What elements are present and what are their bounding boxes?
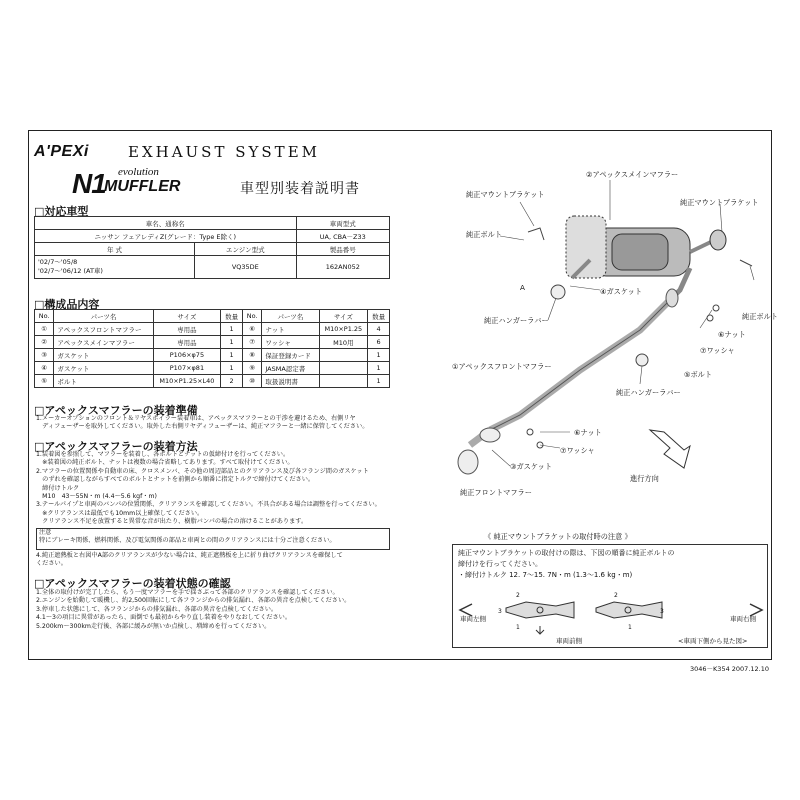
table-row: [35, 349, 390, 362]
vehicle-name: ニッサン フェアレディZ(グレード：Type E除く): [35, 230, 297, 243]
label-washer-7b: ⑦ワッシャ: [560, 446, 595, 455]
parts-cell-no2: ⑦: [242, 336, 261, 349]
table-row: [35, 323, 390, 336]
parts-cell-qty: 1: [221, 362, 243, 375]
label-nut-6a: ⑥ナット: [718, 330, 746, 339]
label-bolt-5: ⑤ボルト: [684, 370, 713, 379]
parts-cell-name2: 保証登録カード: [262, 349, 319, 362]
label-hanger-2: 純正ハンガーラバー: [616, 388, 681, 397]
label-gasket-3: ③ガスケット: [510, 462, 553, 471]
apexi-logo: A'PEXi: [34, 143, 89, 160]
parts-cell-no: ④: [35, 362, 54, 375]
method-text: 1.装着図を参照して、マフラーを装着し、各ボルトとナットの仮締付けを行ってください。 ※装着図の純正ボルト、ナットは複数の場合省略してあります。すべて取付けてください。 2.マフラーの位置関係や自動車の床、クロスメンバ、その他の周辺部品とのクリアランス及び各フランジ間のガスケット のずれを確認しながらすべてのボルトとナットを前側から順番に指定トルクで締付けてください。 締付けトルク M10 43～55N・m (4.4～5.6 kgf・m) 3.テールパイプと車両のバンパの位置関係、クリアランスを確認してください。不具合がある場合は調整を行ってください。 ※クリアランスは最低でも10mm以上確保してください。 クリアランス不足を放置すると異常な音が出たり、樹脂バンパの場合の溶けることがあります。: [36, 451, 381, 526]
label-gasket-4: ④ガスケット: [600, 287, 643, 296]
label-main-muffler: ②アペックスメインマフラー: [586, 170, 679, 179]
mount-num-2a: 2: [516, 592, 520, 599]
mount-front-label: 車両前側: [556, 637, 582, 645]
check-heading: □アペックスマフラーの装着状態の確認: [34, 577, 231, 590]
parts-cell-size2: M10×P1.25: [319, 323, 368, 336]
vehicle-name-header: 車名、通称名: [35, 217, 297, 230]
table-row: [35, 336, 390, 349]
method-heading: □アペックスマフラーの装着方法: [34, 440, 198, 453]
part-number-header: 製品番号: [296, 243, 389, 256]
vehicle-type-header: 車両型式: [296, 217, 389, 230]
muffler-logo: MUFFLER: [104, 178, 181, 195]
vehicle-heading: □対応車型: [34, 205, 89, 218]
label-a: A: [520, 283, 525, 292]
caution-box: 注意 特にブレーキ関係、燃料関係、及び電気関係の部品と車両との間のクリアランスには十分ご注意ください。: [36, 528, 390, 550]
parts-cell-name2: JASMA認定書: [262, 362, 319, 375]
parts-cell-no: ⑤: [35, 375, 54, 388]
part-number: 162AN052: [296, 256, 389, 279]
parts-cell-size: P107×φ81: [153, 362, 221, 375]
mount-num-3a: 3: [498, 608, 502, 615]
parts-cell-qty2: 1: [368, 375, 390, 388]
parts-cell-name: ガスケット: [54, 362, 153, 375]
parts-cell-no2: ⑨: [242, 362, 261, 375]
parts-cell-no: ②: [35, 336, 54, 349]
parts-cell-no2: ⑩: [242, 375, 261, 388]
parts-cell-qty: 2: [221, 375, 243, 388]
parts-cell-name2: 取扱説明書: [262, 375, 319, 388]
parts-cell-size: P106×φ75: [153, 349, 221, 362]
parts-cell-name: アペックスフロントマフラー: [54, 323, 153, 336]
parts-cell-size2: [319, 362, 368, 375]
parts-cell-qty2: 6: [368, 336, 390, 349]
mount-num-1a: 1: [516, 624, 520, 631]
parts-cell-size: M10×P1.25×L40: [153, 375, 221, 388]
mount-right-label: 車両右側: [730, 615, 756, 623]
table-row: [35, 375, 390, 388]
parts-cell-size2: [319, 349, 368, 362]
direction-arrow-icon: [650, 430, 690, 468]
engine-header: エンジン型式: [194, 243, 296, 256]
parts-table: No. パーツ名 サイズ 数量 No. パーツ名 サイズ 数量 ① アペックスフロントマフラー 専用品 1 ⑥ ナット M10×P1.25 4 ② アペックスメインマフラー 専用品 1 ⑦ ワッシャ M10用 6 ③ ガスケット P106×φ75 1 ⑧ 保証登録カード 1 ④ ガスケット P107×φ81 1 ⑨ JASMA認定書 1 ⑤ ボルト M10×P1.25×L40 2 ⑩ 取扱説明書 1: [34, 309, 390, 388]
label-bracket-left: 純正マウントブラケット: [466, 190, 545, 199]
evolution-logo: evolution: [118, 166, 159, 178]
parts-cell-name: ボルト: [54, 375, 153, 388]
parts-cell-size: 専用品: [153, 336, 221, 349]
mount-num-2b: 2: [614, 592, 618, 599]
label-bolt-left: 純正ボルト: [466, 230, 502, 239]
parts-cell-qty2: 1: [368, 362, 390, 375]
parts-cell-size2: M10用: [319, 336, 368, 349]
parts-cell-no: ③: [35, 349, 54, 362]
parts-cell-no: ①: [35, 323, 54, 336]
label-oem-front-muffler: 純正フロントマフラー: [460, 488, 532, 497]
vehicle-years: '02/7～'05/8 '02/7～'06/12 (AT車): [35, 256, 195, 279]
document-code: 3046－K354 2007.12.10: [690, 665, 769, 673]
parts-heading: □構成品内容: [34, 298, 100, 311]
mount-num-1b: 1: [628, 624, 632, 631]
label-nut-6b: ⑥ナット: [574, 428, 602, 437]
label-direction: 進行方向: [630, 474, 659, 483]
parts-cell-name: ガスケット: [54, 349, 153, 362]
parts-cell-qty: 1: [221, 336, 243, 349]
table-row: [35, 362, 390, 375]
n1-logo: N1: [72, 168, 106, 199]
parts-cell-qty: 1: [221, 349, 243, 362]
parts-cell-no2: ⑥: [242, 323, 261, 336]
parts-cell-qty2: 1: [368, 349, 390, 362]
parts-cell-size: 専用品: [153, 323, 221, 336]
document-title: 車型別装着説明書: [240, 181, 360, 197]
parts-cell-no2: ⑧: [242, 349, 261, 362]
engine-model: VQ35DE: [194, 256, 296, 279]
parts-cell-name2: ナット: [262, 323, 319, 336]
parts-cell-qty: 1: [221, 323, 243, 336]
mount-view-label: <車両下側から見た図>: [678, 637, 748, 645]
label-bracket-right-text: 純正マウントブラケット: [680, 198, 759, 207]
vehicle-type: UA, CBA－Z33: [296, 230, 389, 243]
label-front-muffler: ①アペックスフロントマフラー: [452, 362, 552, 371]
year-header: 年 式: [35, 243, 195, 256]
mount-left-label: 車両左側: [460, 615, 486, 623]
vehicle-table: [34, 216, 390, 279]
label-hanger-1: 純正ハンガーラバー: [484, 316, 549, 325]
parts-cell-qty2: 4: [368, 323, 390, 336]
mount-note-title: 《 純正マウントブラケットの取付時の注意 》: [484, 532, 632, 541]
mount-num-3b: 3: [660, 608, 664, 615]
main-muffler-drawing: [566, 216, 726, 300]
clearance-note: 4.純正遮熱板と右図中A部のクリアランスが少ない場合は、純正遮熱板を上に折り曲げクリアランスを確保して ください。: [36, 552, 343, 568]
label-washer-7a: ⑦ワッシャ: [700, 346, 735, 355]
parts-cell-size2: [319, 375, 368, 388]
exhaust-system-title: EXHAUST SYSTEM: [128, 143, 320, 161]
label-bolt-right: 純正ボルト: [742, 312, 778, 321]
mount-note-text: 純正マウントブラケットの取付けの際は、下図の順番に純正ボルトの 締付けを行ってください。 ・締付けトルク 12. 7～15. 7N・m (1.3～1.6 kg・m): [458, 549, 675, 579]
prep-heading: □アペックスマフラーの装着準備: [34, 404, 198, 417]
parts-cell-name2: ワッシャ: [262, 336, 319, 349]
prep-text: 1.メーカーオプションのフロント＆リヤスポイラー装着車は、アペックスマフラーとの干渉を避けるため、右側リヤ ディフューザーを取外してください。取外した右側リヤディフューザーは、純正マフラーと一緒に保管してください。: [36, 415, 369, 431]
parts-cell-name: アペックスメインマフラー: [54, 336, 153, 349]
check-text: 1.全体の取付けが完了したら、もう一度マフラーを手で揺さぶって各部のクリアランスを確認してください。 2.エンジンを始動して暖機し、約2,500回転にして各フランジからの排気漏れ、各部の異音を点検してください。 3.停車した状態にして、各フランジからの排気漏れ、各部の異音を点検してください。 4.1～3の項目に異常があったら、面倒でも最初からやり直し装着をやりなおしてください。 5.200km～300km走行後、各部に緩みが無いか点検し、増締めを行ってください。: [36, 589, 351, 630]
